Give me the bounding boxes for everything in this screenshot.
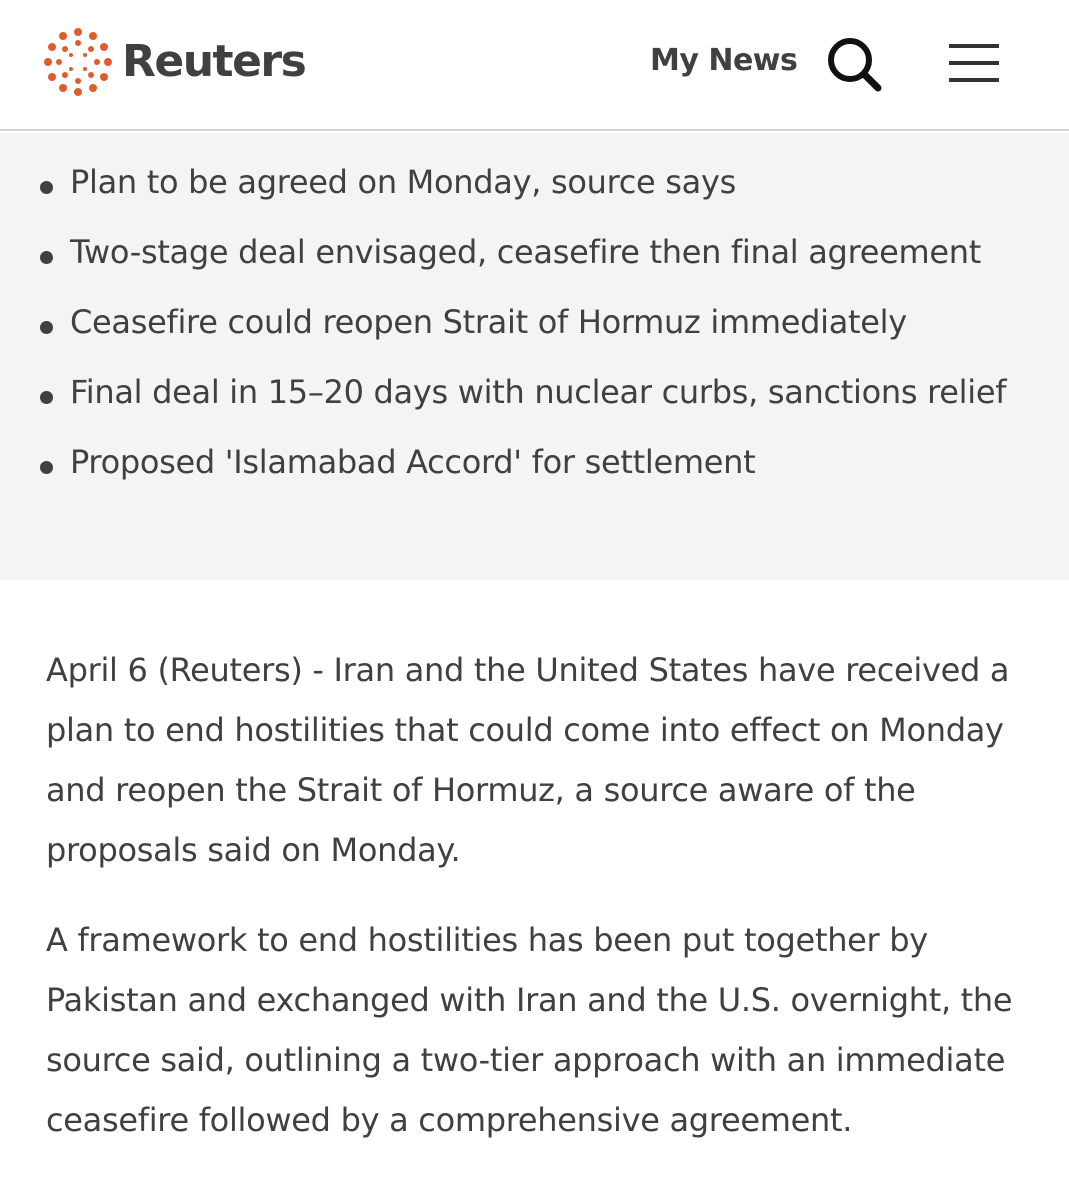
key-point-item bbox=[0, 153, 1069, 212]
key-point-item bbox=[0, 433, 1069, 492]
article-paragraph: April 6 (Reuters) - Iran and the United States have received a plan to end hostilities that could come into effect on Monday and reopen the Strait of Hormuz, a source aware of the proposals said on Monday. bbox=[46, 651, 1010, 869]
key-point-text: Two-stage deal envisaged, ceasefire then final agreement bbox=[70, 233, 981, 271]
key-point-item bbox=[0, 363, 1069, 422]
key-point-text: Plan to be agreed on Monday, source says bbox=[70, 163, 736, 201]
my-news-link[interactable]: My News bbox=[650, 43, 798, 78]
menu-button[interactable] bbox=[946, 42, 1002, 84]
hamburger-menu-icon bbox=[946, 42, 1002, 84]
bullet-icon bbox=[40, 461, 53, 474]
key-point-text: Final deal in 15–20 days with nuclear curbs, sanctions relief bbox=[70, 373, 1007, 411]
key-point-item bbox=[0, 223, 1069, 282]
key-points-list bbox=[0, 133, 1069, 492]
key-point-text: Proposed 'Islamabad Accord' for settlement bbox=[70, 443, 756, 481]
bullet-icon bbox=[40, 181, 53, 194]
search-button[interactable] bbox=[824, 34, 884, 94]
reuters-logo[interactable] bbox=[42, 26, 305, 98]
brand-name: Reuters bbox=[122, 36, 306, 87]
article-paragraph: A framework to end hostilities has been put together by Pakistan and exchanged with Iran and the U.S. overnight, the source said, outlining a two-tier approach with an immediate ceasefire followed by a comprehensive agreement. bbox=[46, 921, 1013, 1139]
site-header bbox=[0, 0, 1069, 131]
key-point-item bbox=[0, 293, 1069, 352]
bullet-icon bbox=[40, 391, 53, 404]
bullet-icon bbox=[40, 251, 53, 264]
reuters-logo-icon bbox=[42, 26, 114, 98]
bullet-icon bbox=[40, 321, 53, 334]
key-point-text: Ceasefire could reopen Strait of Hormuz immediately bbox=[70, 303, 907, 341]
article-body bbox=[46, 640, 1036, 1180]
search-icon bbox=[824, 34, 884, 94]
key-points-summary bbox=[0, 133, 1069, 580]
